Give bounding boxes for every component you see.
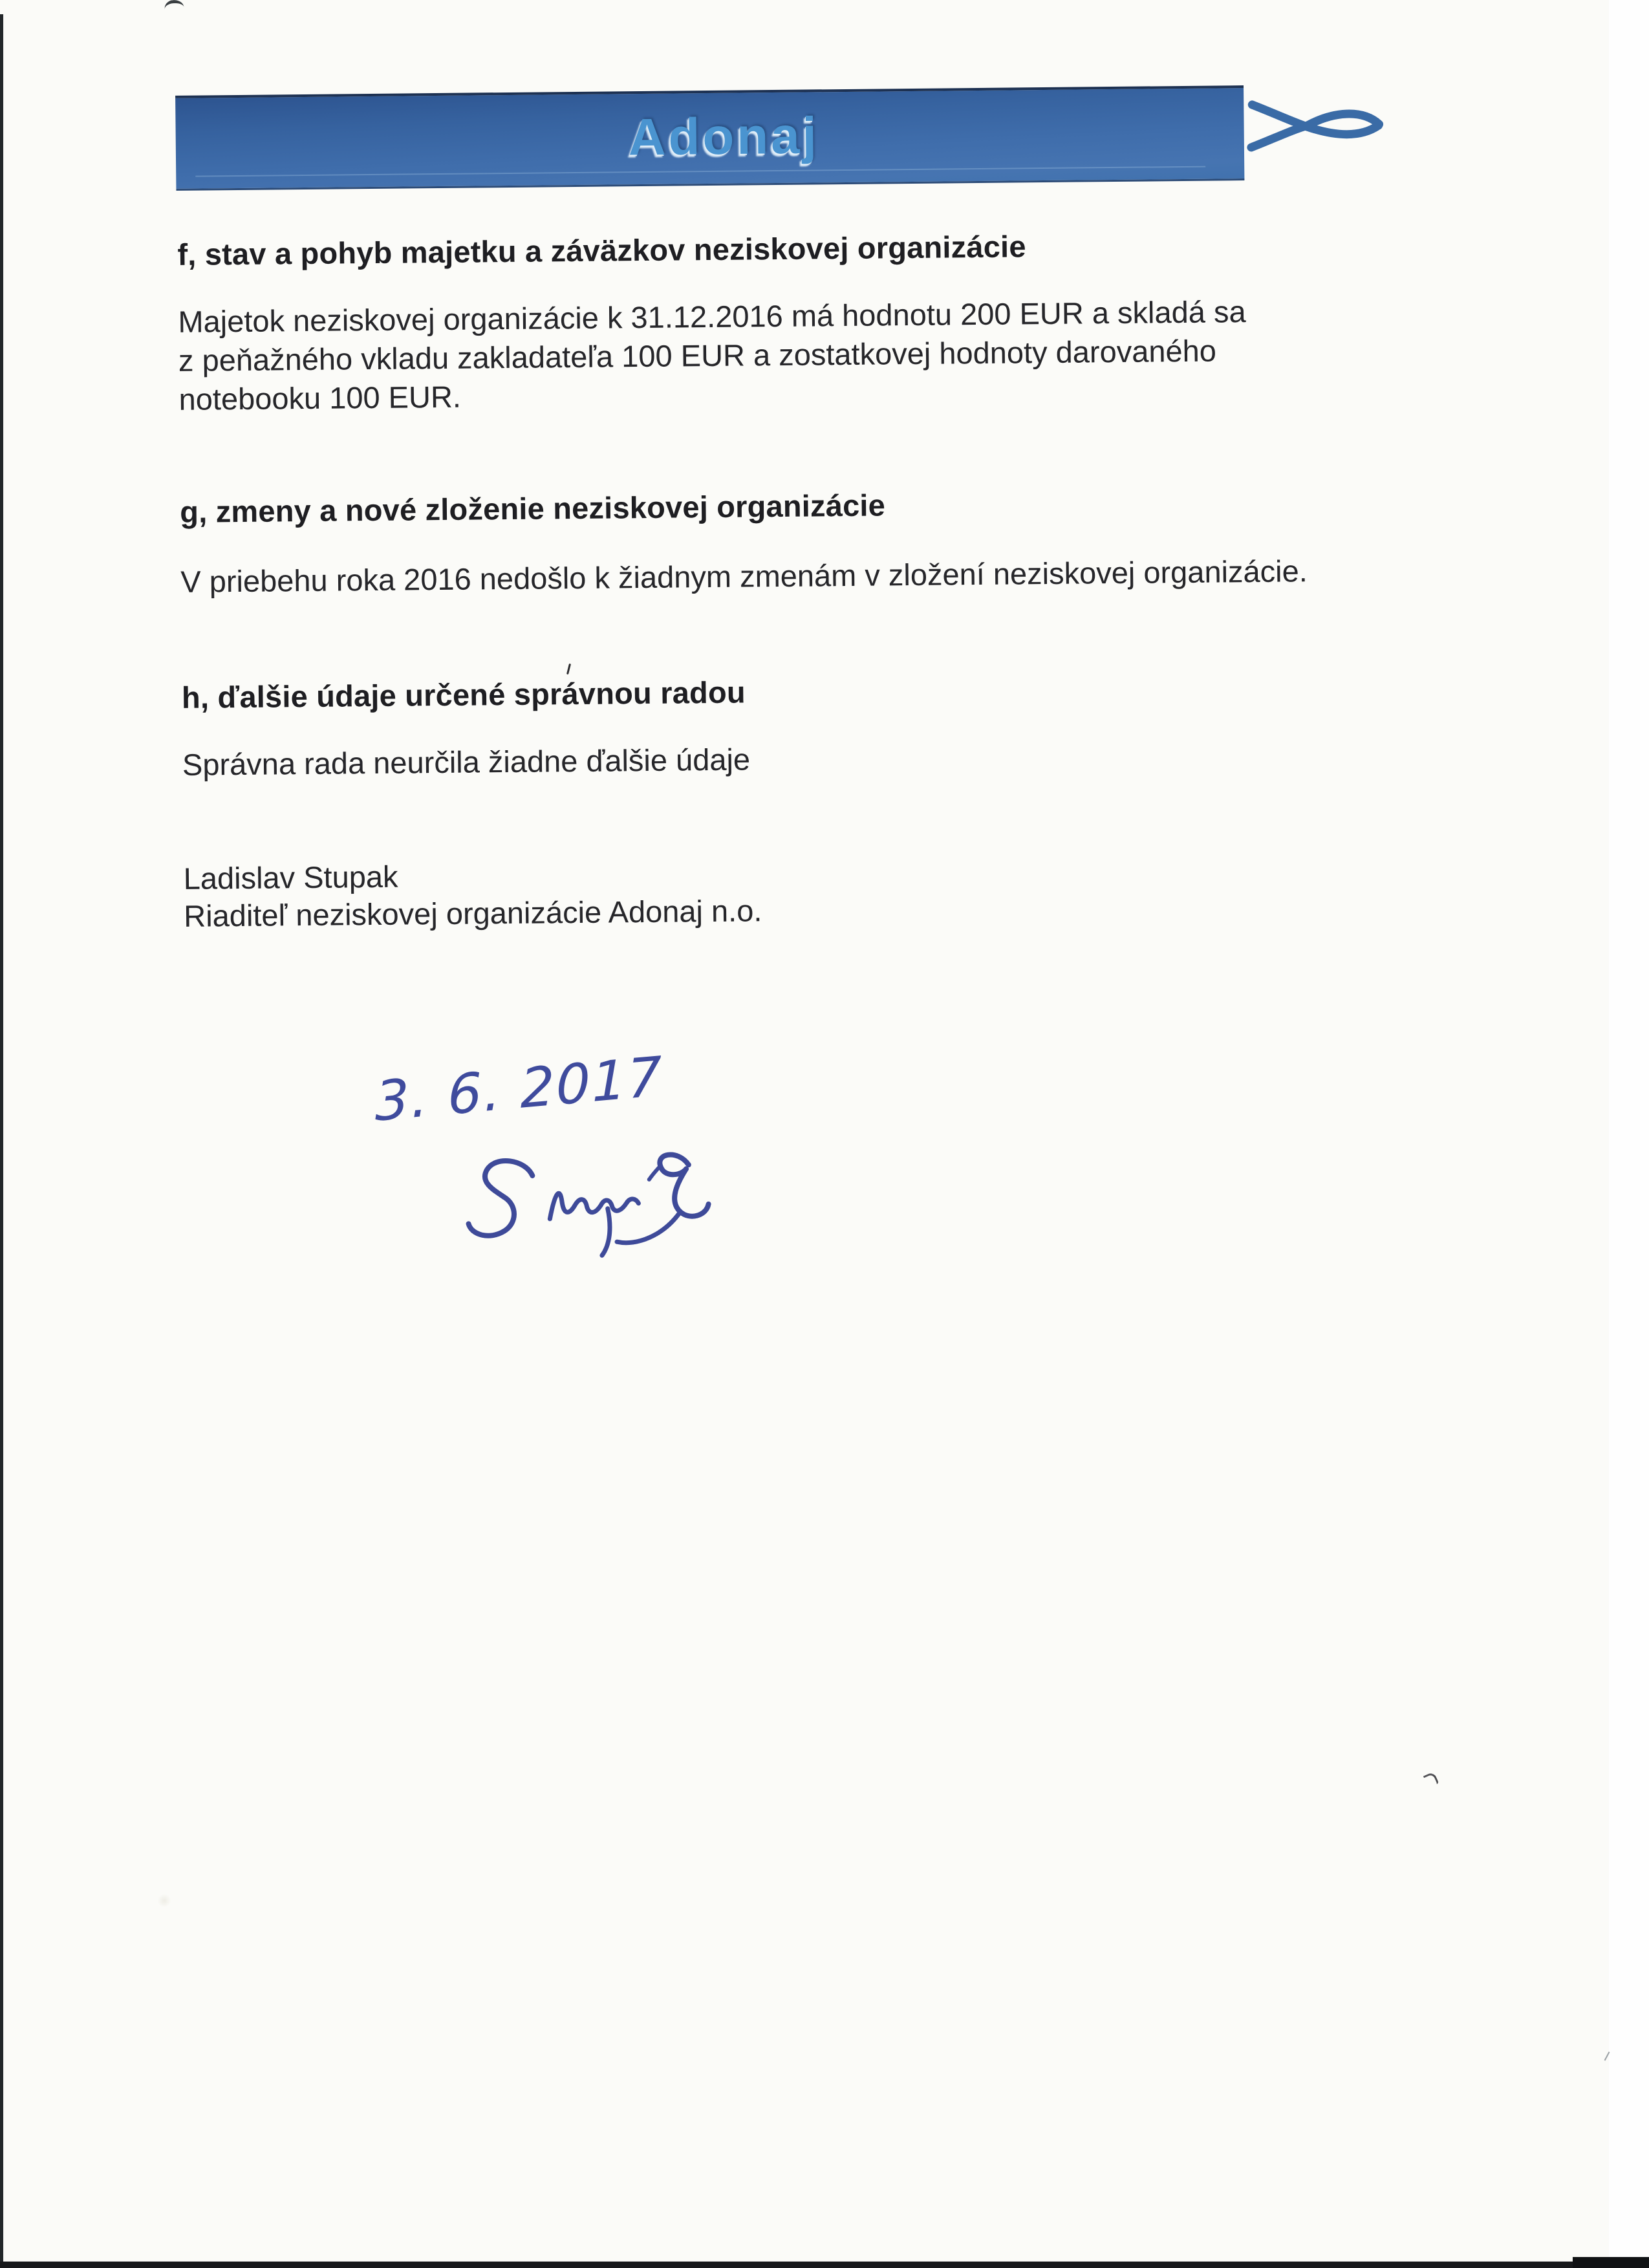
paragraph-line: V priebehu roka 2016 nedošlo k žiadnym zmenám v zložení neziskovej organizácie.	[180, 554, 1308, 599]
scan-edge-bottom-right	[1573, 2257, 1649, 2268]
section-g-paragraph	[180, 552, 1308, 601]
paragraph-line: Majetok neziskovej organizácie k 31.12.2016 má hodnotu 200 EUR a skladá sa	[178, 294, 1246, 339]
signature-handwriting	[455, 1141, 732, 1273]
org-name-logo-text: Adonaj	[628, 106, 820, 166]
paragraph-line: z peňažného vkladu zakladateľa 100 EUR a zostatkovej hodnoty darovaného	[178, 333, 1217, 378]
section-f-heading: f, stav a pohyb majetku a záväzkov neziskovej organizácie	[177, 229, 1026, 272]
handwritten-date: 3. 6. 2017	[374, 1044, 664, 1134]
scan-edge-bottom	[0, 2262, 1649, 2268]
section-h-heading: h, ďalšie údaje určené správnou radou	[181, 675, 746, 715]
paragraph-line: notebooku 100 EUR.	[178, 379, 462, 416]
scan-edge-left	[0, 14, 3, 2268]
paragraph-line: Správna rada neurčila žiadne ďalšie údaje	[182, 742, 751, 782]
section-g-heading: g, zmeny a nové zloženie neziskovej organizácie	[179, 488, 886, 529]
header-banner	[175, 85, 1244, 191]
signatory-block	[183, 854, 762, 935]
section-f-paragraph	[178, 292, 1247, 419]
ichthys-fish-icon	[1245, 98, 1387, 157]
section-h-paragraph	[182, 740, 751, 784]
scan-speck-faint-dot	[158, 1894, 171, 1908]
signatory-title: Riaditeľ neziskovej organizácie Adonaj n.o.	[183, 893, 762, 933]
signatory-name: Ladislav Stupak	[183, 859, 398, 896]
